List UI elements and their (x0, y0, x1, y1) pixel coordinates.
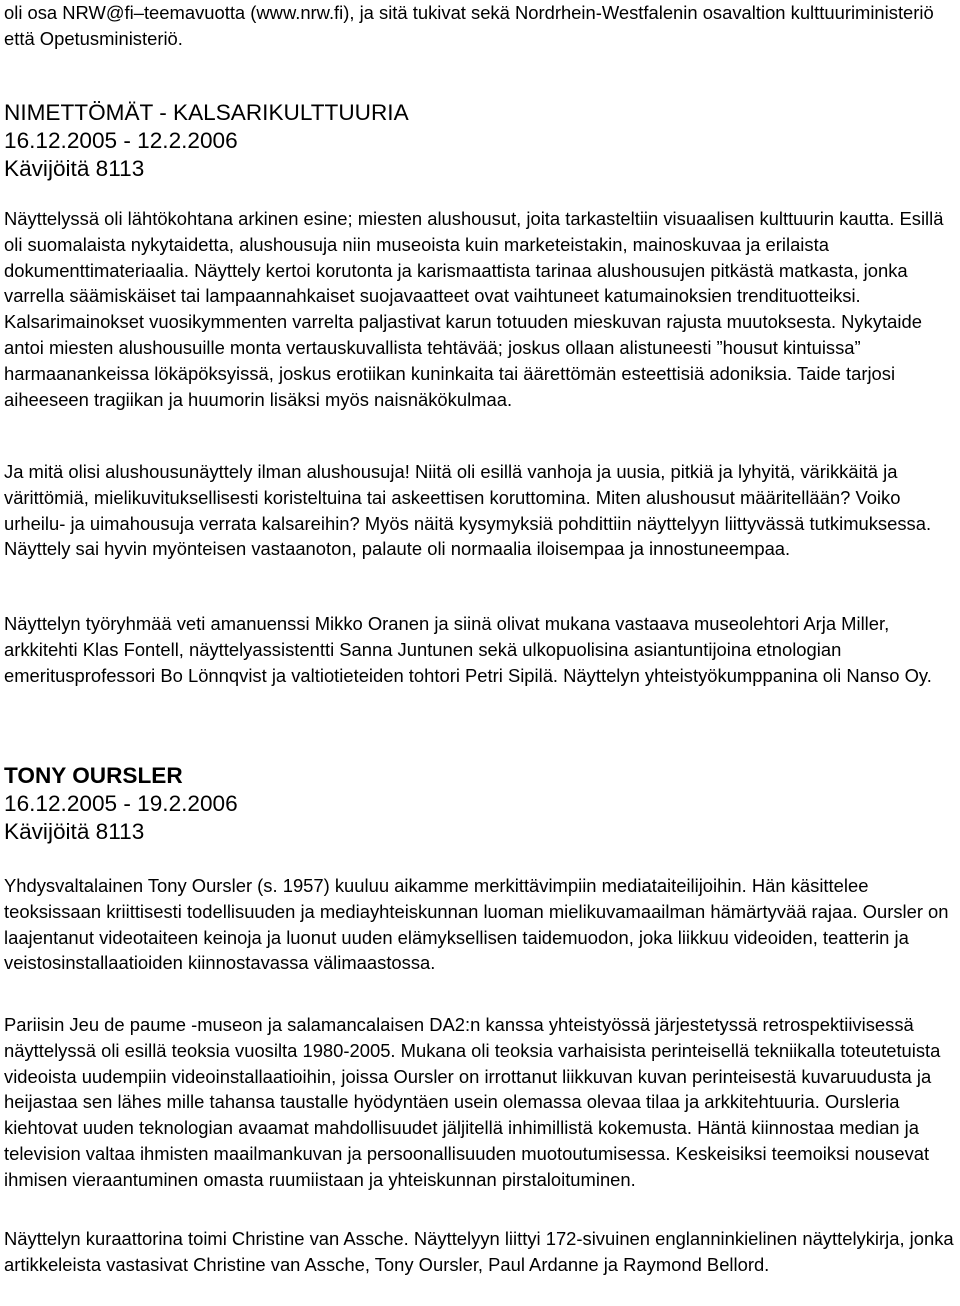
exhibition-1-paragraph-1: Näyttelyssä oli lähtökohtana arkinen esine; miesten alushousut, joita tarkasteltiin visuaalisen kulttuurin kautta. Esillä oli suomalaista nykytaidetta, alushousuja niin museoista kuin marketeistakin, mainoskuvaa ja erilaista dokumenttimateriaalia. Näyttely kertoi korutonta ja karismaattista tarinaa alushousujen pitkästä matkasta, jonka varrella säämiskäiset tai lampaannahkaiset suojavaatteet ovat vaihtuneet katumainoksien trendituotteiksi. Kalsarimainokset vuosikymmenten varrelta paljastivat karun totuuden mieskuvan rajusta muutoksesta. Nykytaide antoi miesten alushousuille monta vertauskuvallista tehtävää; joskus ollaan alistuneesti ”housut kintuissa” harmaanankeissa lökäpöksyissä, joskus erotiikan kuninkaita tai äärettömän esteettisiä adoniksia. Taide tarjosi aiheeseen tragiikan ja huumorin lisäksi myös naisnäkökulmaa. (4, 208, 944, 410)
exhibition-2-paragraph-2: Pariisin Jeu de paume -museon ja salamancalaisen DA2:n kanssa yhteistyössä järjestetyssä retrospektiivisessä näyttelyssä oli esillä teoksia vuosilta 1980-2005. Mukana oli teoksia varhaisista perinteisellä tekniikalla toteutetuista videoista uudempiin videoinstallaatioihin, joissa Oursler on irrottanut liikkuvan kuvan perinteisestä kuvaruudusta ja heijastaa sen lähes mille tahansa taustalle hyödyntäen usein olemassa olevaa tilaa ja arkkitehtuuria. Oursleria kiehtovat uuden teknologian avaamat mahdollisuudet jäljitellä inhimillistä kokemusta. Häntä kiinnostaa median ja television valtaa ihmisten maailmankuvan ja persoonallisuuden muotoutumisessa. Keskeisiksi teemoiksi nousevat ihmisen vieraantuminen omasta ruumiistaan ja yhteiskunnan pirstaloituminen. (4, 1014, 941, 1190)
exhibition-2-paragraph-3: Näyttelyn kuraattorina toimi Christine van Assche. Näyttelyyn liittyi 172-sivuinen englanninkielinen näyttelykirja, jonka artikkeleista vastasivat Christine van Assche, Tony Oursler, Paul Ardanne ja Raymond Bellord. (4, 1228, 954, 1275)
exhibition-2-paragraph-1: Yhdysvaltalainen Tony Oursler (s. 1957) kuuluu aikamme merkittävimpiin mediataiteilijoihin. Hän käsittelee teoksissaan kriittisesti todellisuuden ja mediayhteiskunnan luoman mielikuvamaailman hämärtyvää rajaa. Oursler on laajentanut videotaiteen keinoja ja luonut uuden elämyksellisen taidemuodon, joka liikkuu videoiden, teatterin ja veistosinstallaatioiden kiinnostavassa välimaastossa. (4, 875, 949, 974)
exhibition-1-paragraph-3: Näyttelyn työryhmää veti amanuenssi Mikko Oranen ja siinä olivat mukana vastaava museolehtori Arja Miller, arkkitehti Klas Fontell, näyttelyassistentti Sanna Juntunen sekä ulkopuolisina asiantuntijoina etnologian emeritusprofessori Bo Lönnqvist ja valtiotieteiden tohtori Petri Sipilä. Näyttelyn yhteistyökumppanina oli Nanso Oy. (4, 613, 932, 686)
exhibition-2-header (4, 762, 956, 847)
exhibition-2-dates: 16.12.2005 - 19.2.2006 (4, 791, 238, 817)
exhibition-2-title: TONY OURSLER (4, 763, 183, 788)
exhibition-1-visitors: Kävijöitä 8113 (4, 156, 145, 182)
exhibition-2-visitors: Kävijöitä 8113 (4, 819, 145, 845)
exhibition-1-header (4, 99, 956, 184)
exhibition-1-title: NIMETTÖMÄT - KALSARIKULTTUURIA (4, 100, 409, 125)
exhibition-1-dates: 16.12.2005 - 12.2.2006 (4, 128, 238, 154)
intro-paragraph: oli osa NRW@fi–teemavuotta (www.nrw.fi), ja sitä tukivat sekä Nordrhein-Westfalenin osavaltion kulttuuriministeriö että Opetusministeriö. (4, 2, 934, 49)
exhibition-1-paragraph-2: Ja mitä olisi alushousunäyttely ilman alushousuja! Niitä oli esillä vanhoja ja uusia, pitkiä ja lyhyitä, värikkäitä ja värittömiä, mielikuvituksellisesti koristeltuina tai askeettisen koruttomina. Miten alushousut määritellään? Voiko urheilu- ja uimahousuja verrata kalsareihin? Myös näitä kysymyksiä pohdittiin näyttelyyn liittyvässä tutkimuksessa. Näyttely sai hyvin myönteisen vastaanoton, palaute oli normaalia iloisempaa ja innostuneempaa. (4, 461, 932, 560)
